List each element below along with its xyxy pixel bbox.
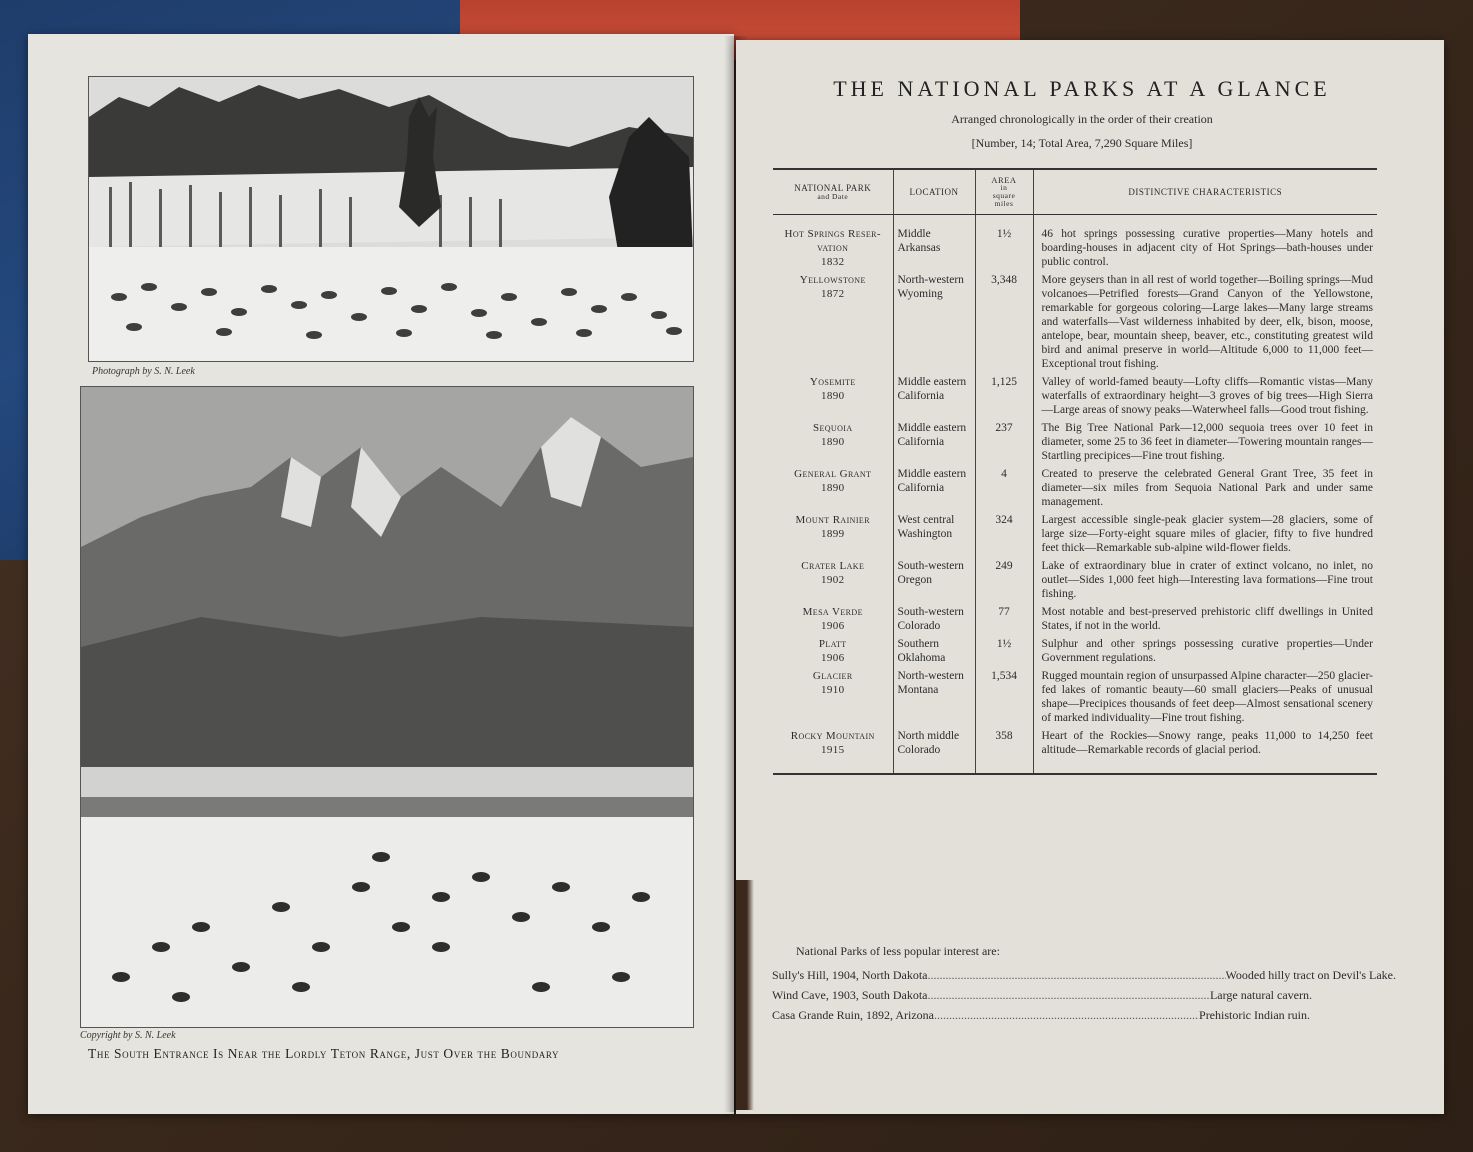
teton-range-illustration: [81, 387, 693, 1027]
less-park-description: Large natural cavern.: [1209, 988, 1312, 1002]
page-title: THE NATIONAL PARKS AT A GLANCE: [833, 76, 1331, 101]
table-row: [773, 373, 1377, 419]
park-location: Middle eastern California: [893, 373, 975, 419]
park-area: 1,125: [975, 373, 1033, 419]
park-location: South-western Colorado: [893, 603, 975, 635]
park-year: 1915: [820, 744, 845, 756]
page-summary: [Number, 14; Total Area, 7,290 Square Miles]: [971, 136, 1193, 150]
table-row: [773, 603, 1377, 635]
park-year: 1832: [820, 256, 845, 268]
park-location: Middle Arkansas: [893, 215, 975, 272]
park-name: Platt: [818, 638, 847, 650]
table-row: [773, 557, 1377, 603]
park-year: 1899: [820, 528, 845, 540]
park-name: Mesa Verde: [802, 606, 863, 618]
park-area: 1½: [975, 215, 1033, 272]
park-location: West central Washington: [893, 511, 975, 557]
park-description: Heart of the Rockies—Snowy range, peaks 11,000 to 14,250 feet altitude—Remarkable records of glacial period.: [1033, 727, 1377, 774]
park-name: General Grant: [794, 468, 872, 480]
park-description: More geysers than in all rest of world together—Boiling springs—Mud volcanoes—Petrified forests—Grand Canyon of the Yellowstone, remarkable for gorgeous coloring—Large lakes—Many large streams and waterfalls—Vast wilderness inhabited by deer, elk, bison, moose, antelope, bear, mountain sheep, beaver, etc., constituting greatest wild bird and animal preserve in world—Altitude 6,000 to 11,000 feet—Exceptional trout fishing.: [1033, 271, 1377, 373]
park-year: 1910: [820, 684, 845, 696]
less-popular-title: National Parks of less popular interest are:: [796, 944, 1000, 958]
park-location: Southern Oklahoma: [893, 635, 975, 667]
list-item: [772, 965, 1396, 985]
leader-dots: [928, 985, 1210, 1005]
less-popular-parks-section: [772, 944, 1396, 1025]
parks-table: [773, 168, 1377, 775]
less-park-name: Sully's Hill, 1904, North Dakota: [772, 968, 928, 982]
park-area: 77: [975, 603, 1033, 635]
park-location: North-western Wyoming: [893, 271, 975, 373]
park-area: 237: [975, 419, 1033, 465]
table-row: [773, 511, 1377, 557]
less-park-name: Wind Cave, 1903, South Dakota: [772, 988, 928, 1002]
park-location: North-western Montana: [893, 667, 975, 727]
torn-page-edge: [736, 880, 754, 1110]
park-name: Sequoia: [812, 422, 853, 434]
park-name: Yellowstone: [799, 274, 866, 286]
left-page: [28, 34, 734, 1114]
right-page: [736, 40, 1444, 1114]
leader-dots: [934, 1005, 1199, 1025]
header-park-sub: and Date: [817, 192, 849, 201]
header-area: AREA in square miles: [975, 169, 1033, 215]
list-item: [772, 985, 1396, 1005]
table-header-row: [773, 169, 1377, 215]
park-description: Lake of extraordinary blue in crater of extinct volcano, no inlet, no outlet—Sides 1,000 feet high—Interesting lava formations—Fine trout fishing.: [1033, 557, 1377, 603]
park-area: 1,534: [975, 667, 1033, 727]
park-area: 3,348: [975, 271, 1033, 373]
less-park-description: Prehistoric Indian ruin.: [1199, 1008, 1310, 1022]
park-year: 1902: [820, 574, 845, 586]
park-area: 358: [975, 727, 1033, 774]
header-park: NATIONAL PARK and Date: [773, 169, 893, 215]
park-year: 1890: [820, 436, 845, 448]
park-description: Most notable and best-preserved prehistoric cliff dwellings in United States, if not in the world.: [1033, 603, 1377, 635]
park-area: 249: [975, 557, 1033, 603]
park-year: 1906: [820, 620, 845, 632]
teton-range-photo: [80, 386, 694, 1028]
park-description: Largest accessible single-peak glacier system—28 glaciers, some of large size—Forty-eight square miles of glacier, fifty to five hundred feet thick—Remarkable sub-alpine wild-flower fields.: [1033, 511, 1377, 557]
elk-herd-snow-photo: [88, 76, 694, 362]
park-name: Yosemite: [809, 376, 856, 388]
park-name: Mount Rainier: [795, 514, 870, 526]
park-description: Sulphur and other springs possessing curative properties—Under Government regulations.: [1033, 635, 1377, 667]
park-location: Middle eastern California: [893, 465, 975, 511]
park-location: North middle Colorado: [893, 727, 975, 774]
less-park-description: Wooded hilly tract on Devil's Lake.: [1225, 968, 1396, 982]
parks-table-container: [773, 168, 1377, 775]
park-location: South-western Oregon: [893, 557, 975, 603]
park-area: 324: [975, 511, 1033, 557]
table-row: [773, 419, 1377, 465]
park-year: 1872: [820, 288, 845, 300]
elk-herd-snow-illustration: [89, 77, 693, 361]
photo-caption: The South Entrance Is Near the Lordly Teton Range, Just Over the Boundary: [88, 1046, 560, 1061]
leader-dots: [928, 965, 1226, 985]
park-description: 46 hot springs possessing curative properties—Many hotels and boarding-houses in adjacent city of Hot Springs—bath-houses under public control.: [1033, 215, 1377, 272]
park-year: 1890: [820, 482, 845, 494]
park-description: Created to preserve the celebrated General Grant Tree, 35 feet in diameter—six miles from Sequoia National Park and under same management.: [1033, 465, 1377, 511]
park-area: 4: [975, 465, 1033, 511]
header-characteristics: DISTINCTIVE CHARACTERISTICS: [1033, 169, 1377, 215]
park-name: Rocky Mountain: [790, 730, 875, 742]
list-item: [772, 1005, 1396, 1025]
park-name: Crater Lake: [801, 560, 865, 572]
header-location: LOCATION: [893, 169, 975, 215]
park-name: Glacier: [812, 670, 853, 682]
bottom-photo-credit: Copyright by S. N. Leek: [80, 1030, 176, 1041]
table-row: [773, 667, 1377, 727]
park-name: Hot Springs Reser-vation: [784, 228, 881, 254]
park-description: The Big Tree National Park—12,000 sequoia trees over 10 feet in diameter, some 25 to 36 feet in diameter—Towering mountain ranges—Startling precipices—Fine trout fishing.: [1033, 419, 1377, 465]
table-row: [773, 727, 1377, 774]
table-row: [773, 465, 1377, 511]
less-park-name: Casa Grande Ruin, 1892, Arizona: [772, 1008, 934, 1022]
park-description: Valley of world-famed beauty—Lofty cliffs—Romantic vistas—Many waterfalls of extraordinary height—3 groves of big trees—High Sierra—Large areas of snowy peaks—Waterwheel falls—Good trout fishing.: [1033, 373, 1377, 419]
top-photo-credit: Photograph by S. N. Leek: [92, 366, 195, 377]
park-description: Rugged mountain region of unsurpassed Alpine character—250 glacier-fed lakes of romantic beauty—60 small glaciers—Peaks of unusual shape—Precipices thousands of feet deep—Almost sensational scenery of marked individuality—Fine trout fishing.: [1033, 667, 1377, 727]
park-year: 1890: [820, 390, 845, 402]
page-subtitle: Arranged chronologically in the order of their creation: [951, 112, 1213, 126]
table-row: [773, 215, 1377, 272]
table-row: [773, 271, 1377, 373]
park-year: 1906: [820, 652, 845, 664]
park-location: Middle eastern California: [893, 419, 975, 465]
park-area: 1½: [975, 635, 1033, 667]
table-row: [773, 635, 1377, 667]
